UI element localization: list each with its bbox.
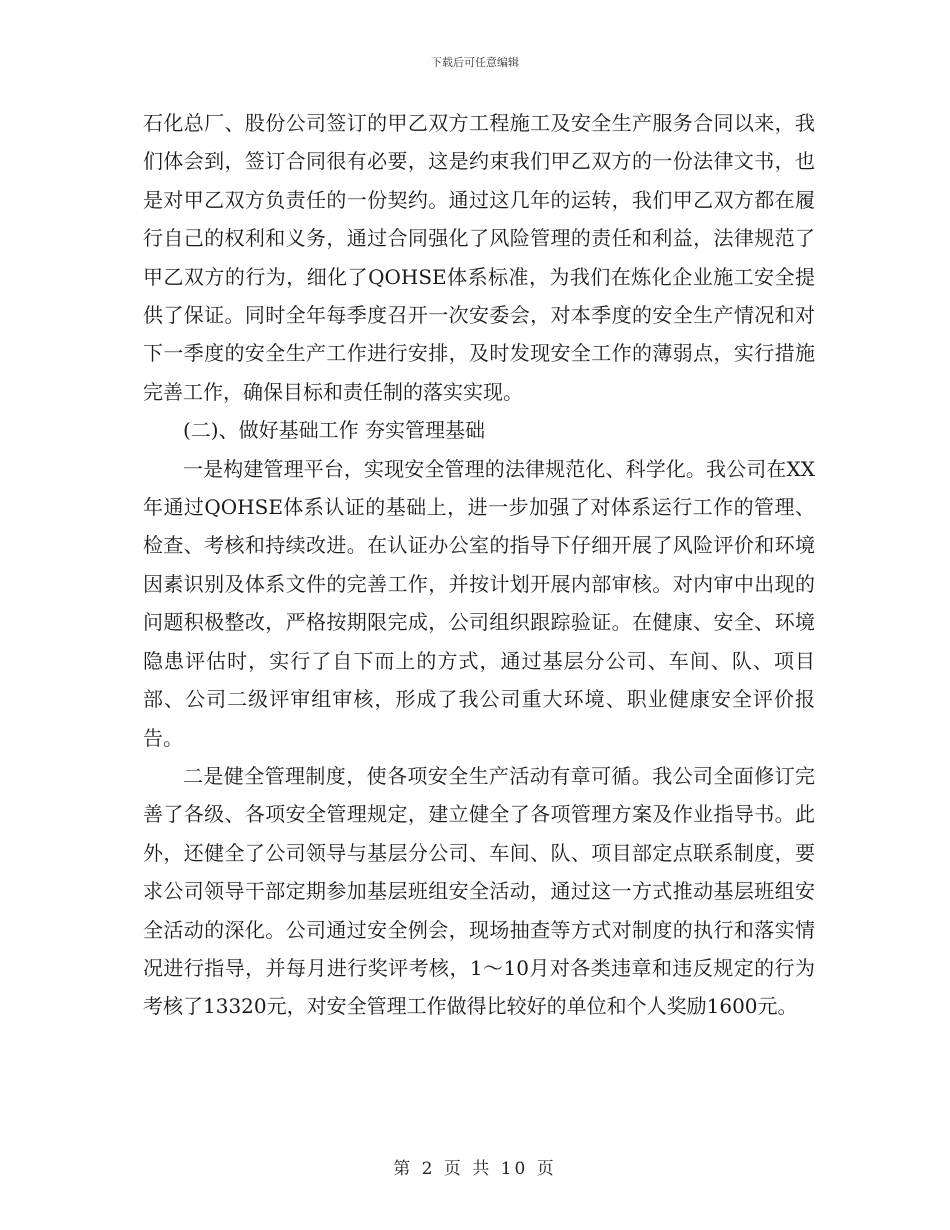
paragraph-management-platform: 一是构建管理平台，实现安全管理的法律规范化、科学化。我公司在XX年通过QOHSE体系认证的基础上，进一步加强了对体系运行工作的管理、检查、考核和持续改进。在认证办公室的指导下仔细开展了风险评价和环境因素识别及体系文件的完善工作，并按计划开展内部审核。对内审中出现的问题积极整改，严格按期限完成，公司组织跟踪验证。在健康、安全、环境隐患评估时，实行了自下而上的方式，通过基层分公司、车间、队、项目部、公司二级评审组审核，形成了我公司重大环境、职业健康安全评价报告。 <box>143 456 815 750</box>
section-heading: (二)、做好基础工作 夯实管理基础 <box>183 418 485 443</box>
page-header: 下载后可任意编辑 <box>431 56 519 69</box>
document-body <box>143 104 815 1026</box>
page-number-footer: 第 2 页 共 10 页 <box>393 1159 557 1179</box>
paragraph-contract: 石化总厂、股份公司签订的甲乙双方工程施工及安全生产服务合同以来，我们体会到，签订合同很有必要，这是约束我们甲乙双方的一份法律文书，也是对甲乙双方负责任的一份契约。通过这几年的运转，我们甲乙双方都在履行自己的权利和义务，通过合同强化了风险管理的责任和利益，法律规范了甲乙双方的行为，细化了QOHSE体系标准，为我们在炼化企业施工安全提供了保证。同时全年每季度召开一次安委会，对本季度的安全生产情况和对下一季度的安全生产工作进行安排，及时发现安全工作的薄弱点，实行措施完善工作，确保目标和责任制的落实实现。 <box>143 111 815 404</box>
paragraph-management-system: 二是健全管理制度，使各项安全生产活动有章可循。我公司全面修订完善了各级、各项安全管理规定，建立健全了各项管理方案及作业指导书。此外，还健全了公司领导与基层分公司、车间、队、项目部定点联系制度，要求公司领导干部定期参加基层班组安全活动，通过这一方式推动基层班组安全活动的深化。公司通过安全例会，现场抽查等方式对制度的执行和落实情况进行指导，并每月进行奖评考核，1～10月对各类违章和违反规定的行为考核了13320元，对安全管理工作做得比较好的单位和个人奖励1600元。 <box>143 763 815 1019</box>
